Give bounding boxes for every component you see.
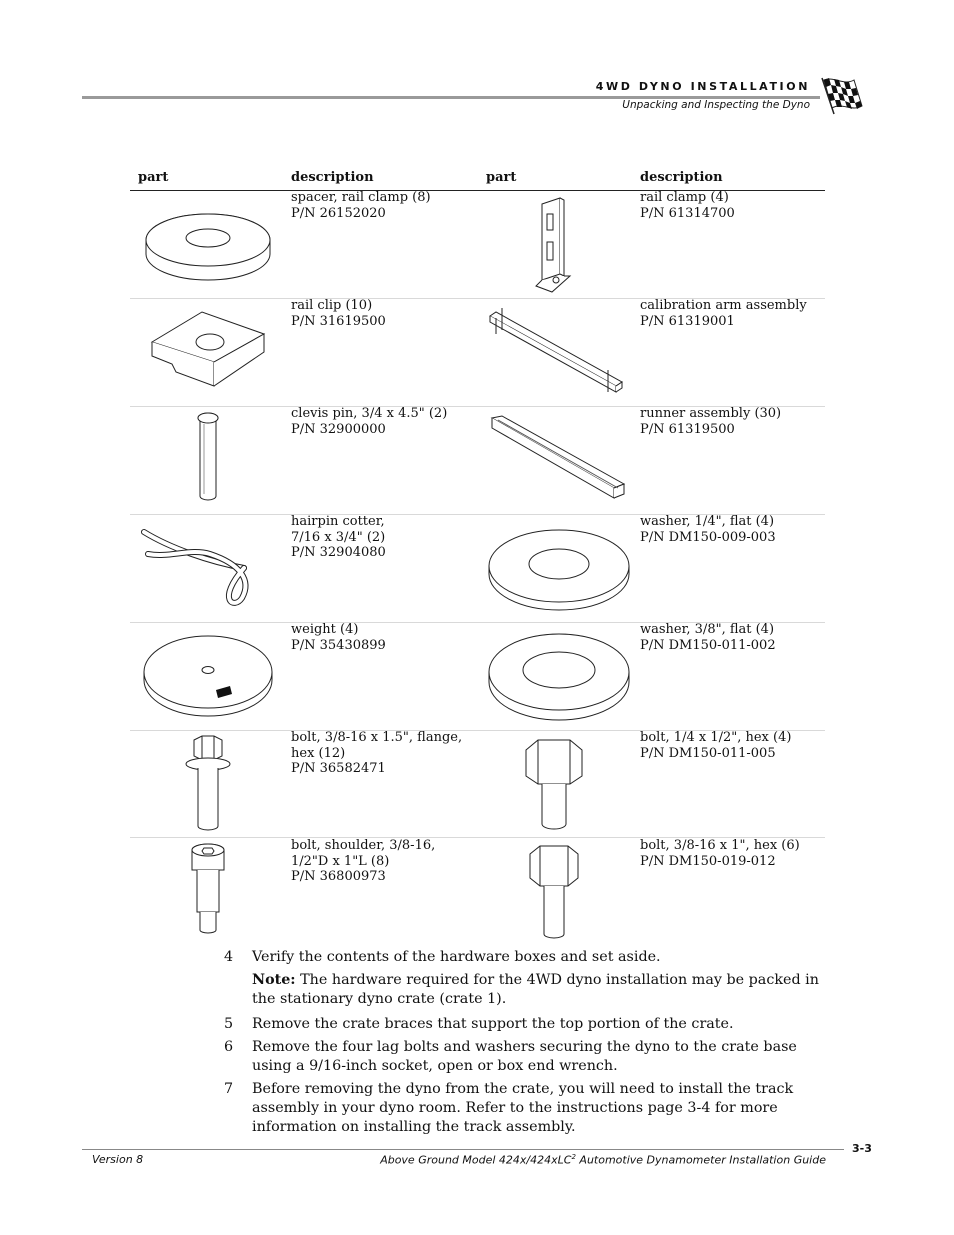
- col-head-description-2: description: [640, 170, 723, 185]
- step-text: Before removing the dyno from the crate, you will need to install the track assembly in your dyno room. Refer to the instructions page 3-4 for more information on installing the track assembly.: [252, 1081, 794, 1135]
- part-number: P/N 35430899: [291, 637, 386, 653]
- flange-bolt-icon: [182, 734, 234, 834]
- step-number: 4: [224, 949, 234, 965]
- part-name: rail clip (10): [291, 298, 373, 313]
- part-number: P/N 61319500: [640, 421, 735, 437]
- step-number: 7: [224, 1081, 234, 1097]
- part-size: hex (12): [291, 745, 346, 761]
- hairpin-cotter-icon: [140, 518, 276, 610]
- part-name: bolt, 3/8-16 x 1", hex (6): [640, 838, 800, 853]
- part-number: P/N 36800973: [291, 869, 386, 884]
- shoulder-bolt-icon: [186, 842, 230, 936]
- rail-clip-block-icon: [148, 306, 268, 396]
- part-description: [291, 730, 471, 777]
- part-number: P/N 36582471: [291, 761, 386, 776]
- part-number: P/N 61319001: [640, 313, 735, 329]
- part-description: [291, 838, 471, 885]
- part-name: clevis pin, 3/4 x 4.5" (2): [291, 406, 448, 421]
- note-text: The hardware required for the 4WD dyno installation may be packed in the stationary dyno crate (crate 1).: [252, 972, 819, 1007]
- part-description: [640, 190, 820, 221]
- step-item: [224, 948, 824, 967]
- part-name: weight (4): [291, 622, 359, 637]
- step-number: 6: [224, 1039, 234, 1055]
- step-item: [224, 1015, 824, 1034]
- part-name: spacer, rail clamp (8): [291, 190, 431, 205]
- part-number: P/N DM150-019-012: [640, 853, 776, 869]
- part-name: bolt, shoulder, 3/8-16,: [291, 838, 436, 853]
- part-description: [640, 298, 820, 329]
- guide-title-superscript: 2: [571, 1153, 576, 1161]
- part-number: P/N DM150-011-005: [640, 745, 776, 761]
- flat-washer-icon: [486, 628, 632, 722]
- guide-title-prefix: Above Ground Model 424x/424xLC: [380, 1153, 572, 1167]
- step-text: Remove the crate braces that support the top portion of the crate.: [252, 1016, 734, 1032]
- part-number: P/N 26152020: [291, 205, 386, 221]
- part-description: [291, 190, 471, 221]
- guide-title-suffix: Automotive Dynamometer Installation Guide: [575, 1153, 826, 1167]
- footer-version: Version 8: [92, 1153, 144, 1166]
- flat-washer-icon: [486, 524, 632, 614]
- hex-bolt-icon: [522, 736, 586, 832]
- clevis-pin-icon: [194, 410, 222, 506]
- footer-rule: [82, 1149, 844, 1150]
- note-label: Note:: [252, 972, 296, 988]
- spacer-ring-icon: [142, 206, 274, 290]
- part-description: [291, 622, 471, 653]
- col-head-part-2: part: [486, 170, 517, 185]
- part-description: [640, 730, 820, 761]
- col-head-part-1: part: [138, 170, 169, 185]
- part-description: [640, 838, 820, 869]
- runner-bar-icon: [488, 412, 632, 504]
- calibration-arm-icon: [486, 304, 630, 396]
- part-description: [291, 298, 471, 329]
- checkered-flag-icon: [820, 76, 866, 116]
- step-item: [224, 1038, 824, 1076]
- section-title: 4WD DYNO INSTALLATION: [595, 80, 810, 93]
- weight-disc-icon: [140, 630, 276, 720]
- part-number: P/N 32904080: [291, 545, 386, 560]
- part-name: bolt, 1/4 x 1/2", hex (4): [640, 730, 792, 745]
- part-size: 7/16 x 3/4" (2): [291, 529, 386, 545]
- part-name: calibration arm assembly: [640, 298, 807, 313]
- part-number: P/N DM150-009-003: [640, 529, 776, 545]
- section-subtitle: Unpacking and Inspecting the Dyno: [622, 99, 810, 111]
- part-description: [291, 406, 471, 437]
- note-block: [252, 971, 824, 1009]
- page-number: 3-3: [852, 1142, 872, 1155]
- step-item: [224, 1080, 824, 1137]
- step-number: 5: [224, 1016, 234, 1032]
- part-number: P/N 61314700: [640, 205, 735, 221]
- part-name: runner assembly (30): [640, 406, 782, 421]
- rail-clamp-icon: [530, 196, 580, 296]
- step-text: Verify the contents of the hardware boxes and set aside.: [252, 949, 661, 965]
- procedure-steps: [224, 948, 824, 1141]
- part-number: P/N DM150-011-002: [640, 637, 776, 653]
- hex-bolt-icon: [526, 842, 582, 940]
- part-name: washer, 1/4", flat (4): [640, 514, 775, 529]
- part-name: hairpin cotter,: [291, 514, 385, 529]
- part-description: [640, 514, 820, 545]
- col-head-description-1: description: [291, 170, 374, 185]
- part-description: [640, 406, 820, 437]
- part-name: rail clamp (4): [640, 190, 729, 205]
- part-number: P/N 31619500: [291, 313, 386, 329]
- part-name: washer, 3/8", flat (4): [640, 622, 775, 637]
- part-description: [640, 622, 820, 653]
- footer-guide-title: [380, 1153, 826, 1167]
- step-text: Remove the four lag bolts and washers securing the dyno to the crate base using a 9/16-inch socket, open or box end wrench.: [252, 1039, 797, 1074]
- part-number: P/N 32900000: [291, 421, 386, 437]
- part-name: bolt, 3/8-16 x 1.5", flange,: [291, 730, 463, 745]
- part-size: 1/2"D x 1"L (8): [291, 853, 390, 869]
- part-description: [291, 514, 471, 561]
